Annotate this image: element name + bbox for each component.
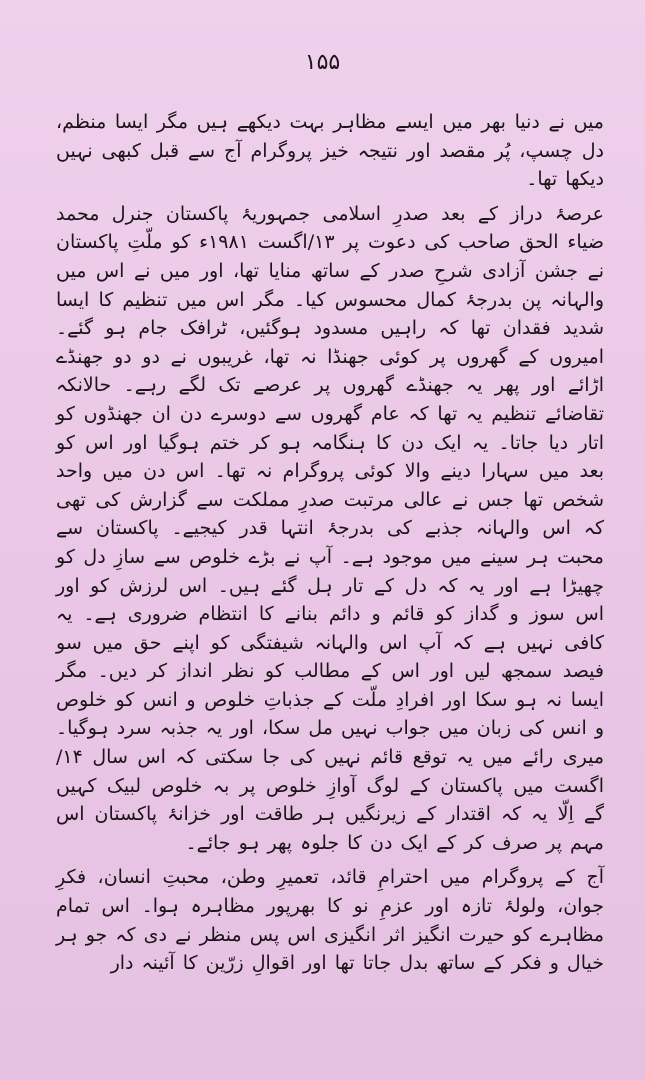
paragraph-2: عرصۂ دراز کے بعد صدرِ اسلامی جمہوریۂ پاکستان جنرل محمد ضیاء الحق صاحب کی دعوت پر ۱۳/اگست ۱۹۸۱ء کو ملّتِ پاکستان نے جشن آزادی شرحِ صدر کے ساتھ منایا تھا، اور میں نے اس میں والہانہ پن بدرجۂ کمال محسوس کیا۔ مگر اس میں تنظیم کا ایسا شدید فقدان تھا کہ راہیں مسدود ہوگئیں، ٹرافک جام ہو گئے۔ امیروں کے گھروں پر کوئی جھنڈا نہ تھا، غریبوں نے دو دو جھنڈے اڑائے اور پھر یہ جھنڈے گھروں پر عرصے تک لگے رہے۔ حالانکہ تقاضائے تنظیم یہ تھا کہ عام گھروں سے دوسرے دن ان جھنڈوں کو اتار دیا جاتا۔ یہ ایک دن کا ہنگامہ ہو کر ختم ہوگیا اور اس کو بعد میں سہارا دینے والا کوئی پروگرام نہ تھا۔ اس دن میں واحد شخص تھا جس نے عالی مرتبت صدرِ مملکت سے گزارش کی تھی کہ اس والہانہ جذبے کی بدرجۂ انتہا قدر کیجیے۔ پاکستان سے محبت ہر سینے میں موجود ہے۔ آپ نے بڑے خلوص سے سازِ دل کو چھیڑا ہے اور یہ کہ دل کے تار ہل گئے ہیں۔ اس لرزش کو اور اس سوز و گداز کو قائم و دائم بنانے کا انتظام ضروری ہے۔ یہ کافی نہیں ہے کہ آپ اس والہانہ شیفتگی کو اپنے حق میں سو فیصد سمجھ لیں اور اس کے مطالب کو نظر انداز کر دیں۔ مگر ایسا نہ ہو سکا اور افرادِ ملّت کے جذباتِ خلوص و انس کو خلوص و انس کی زبان میں جواب نہیں مل سکا، اور یہ جذبہ سرد ہوگیا۔ میری رائے میں یہ توقع قائم نہیں کی جا سکتی کہ اس سال ۱۴/اگست میں پاکستان کے لوگ آوازِ خلوص پر بہ خلوص لبیک کہیں گے اِلّا یہ کہ اقتدار کے زیرنگیں ہر طاقت اور خزانۂ پاکستان اس مہم پر صرف کر کے ایک دن کا جلوہ پھر ہو جائے۔ — [56, 202, 604, 854]
page-number: ۱۵۵ — [304, 50, 341, 75]
paragraph-1: میں نے دنیا بھر میں ایسے مظاہر بہت دیکھے ہیں مگر ایسا منظم، دل چسپ، پُر مقصد اور نتیجہ خیز پروگرام آج سے قبل کبھی نہیں دیکھا تھا۔ — [56, 111, 604, 191]
body-text — [56, 108, 604, 978]
show-through-text — [345, 86, 605, 100]
paragraph-3: آج کے پروگرام میں احترامِ قائد، تعمیرِ وطن، محبتِ انسان، فکرِ جوان، ولولۂ تازہ اور عزمِ نو کا بھرپور مظاہرہ ہوا۔ اس تمام مظاہرے کو حیرت انگیز اثر انگیزی اس پس منظر نے دی کہ جو ہر خیال و فکر کے ساتھ بدل جاتا تھا اور اقوالِ زرّین کا آئینہ دار — [56, 866, 604, 975]
